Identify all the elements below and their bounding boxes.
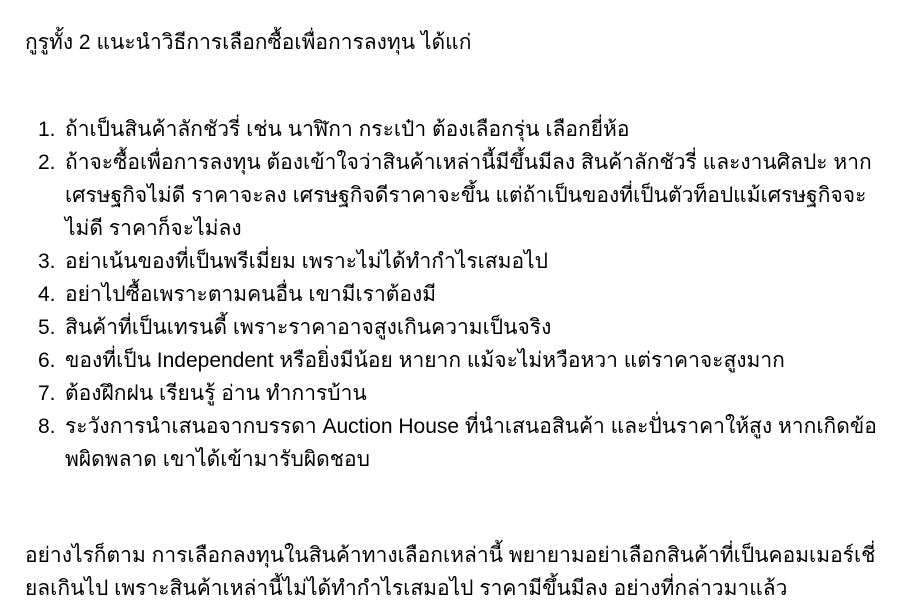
list-item — [38, 377, 888, 410]
list-item — [38, 146, 888, 245]
list-item-number: 6. — [38, 349, 56, 372]
page-title: กูรูทั้ง 2 แนะนำวิธีการเลือกซื้อเพื่อการลงทุน ได้แก่ — [25, 31, 472, 54]
list-item-text: ของที่เป็น Independent หรือยิ่งมีน้อย หายาก แม้จะไม่หวือหวา แต่ราคาจะสูงมาก — [65, 349, 785, 372]
list-item — [38, 245, 888, 278]
list-item-text: ระวังการนำเสนอจากบรรดา Auction House ที่นำเสนอสินค้า และปั่นราคาให้สูง หากเกิดข้อพผิดพลาด เขาได้เข้ามารับผิดชอบ — [65, 415, 877, 471]
list-item — [38, 410, 888, 476]
list-item-number: 3. — [38, 250, 56, 273]
list-item-number: 8. — [38, 415, 56, 438]
list-item-text: ต้องฝึกฝน เรียนรู้ อ่าน ทำการบ้าน — [65, 382, 367, 405]
list-item-text: ถ้าเป็นสินค้าลักชัวรี่ เช่น นาฬิกา กระเป๋า ต้องเลือกรุ่น เลือกยี่ห้อ — [65, 118, 630, 141]
closing-paragraph: อย่างไรก็ตาม การเลือกลงทุนในสินค้าทางเลือกเหล่านี้ พยายามอย่าเลือกสินค้าที่เป็นคอมเมอร์เชี่ยลเกินไป เพราะสินค้าเหล่านี้ไม่ได้ทำกำไรเสมอไป ราคามีขึ้นมีลง อย่างที่กล่าวมาแล้ว — [25, 544, 876, 600]
list-item — [38, 278, 888, 311]
list-item-text: สินค้าที่เป็นเทรนดี้ เพราะราคาอาจสูงเกินความเป็นจริง — [65, 316, 552, 339]
list-item-text: อย่าไปซื้อเพราะตามคนอื่น เขามีเราต้องมี — [65, 283, 437, 306]
list-item — [38, 113, 888, 146]
list-item-number: 5. — [38, 316, 56, 339]
numbered-list — [25, 113, 888, 476]
list-item-number: 4. — [38, 283, 56, 306]
list-item — [38, 344, 888, 377]
list-item-number: 7. — [38, 382, 56, 405]
list-item-number: 2. — [38, 151, 56, 174]
list-item — [38, 311, 888, 344]
list-item-text: อย่าเน้นของที่เป็นพรีเมี่ยม เพราะไม่ได้ทำกำไรเสมอไป — [65, 250, 548, 273]
list-item-number: 1. — [38, 118, 56, 141]
list-item-text: ถ้าจะซื้อเพื่อการลงทุน ต้องเข้าใจว่าสินค้าเหล่านี้มีขึ้นมีลง สินค้าลักชัวรี่ และงานศิลปะ หากเศรษฐกิจไม่ดี ราคาจะลง เศรษฐกิจดีราคาจะขึ้น แต่ถ้าเป็นของที่เป็นตัวท็อปแม้เศรษฐกิจจะไม่ดี ราคาก็จะไม่ลง — [65, 151, 872, 240]
